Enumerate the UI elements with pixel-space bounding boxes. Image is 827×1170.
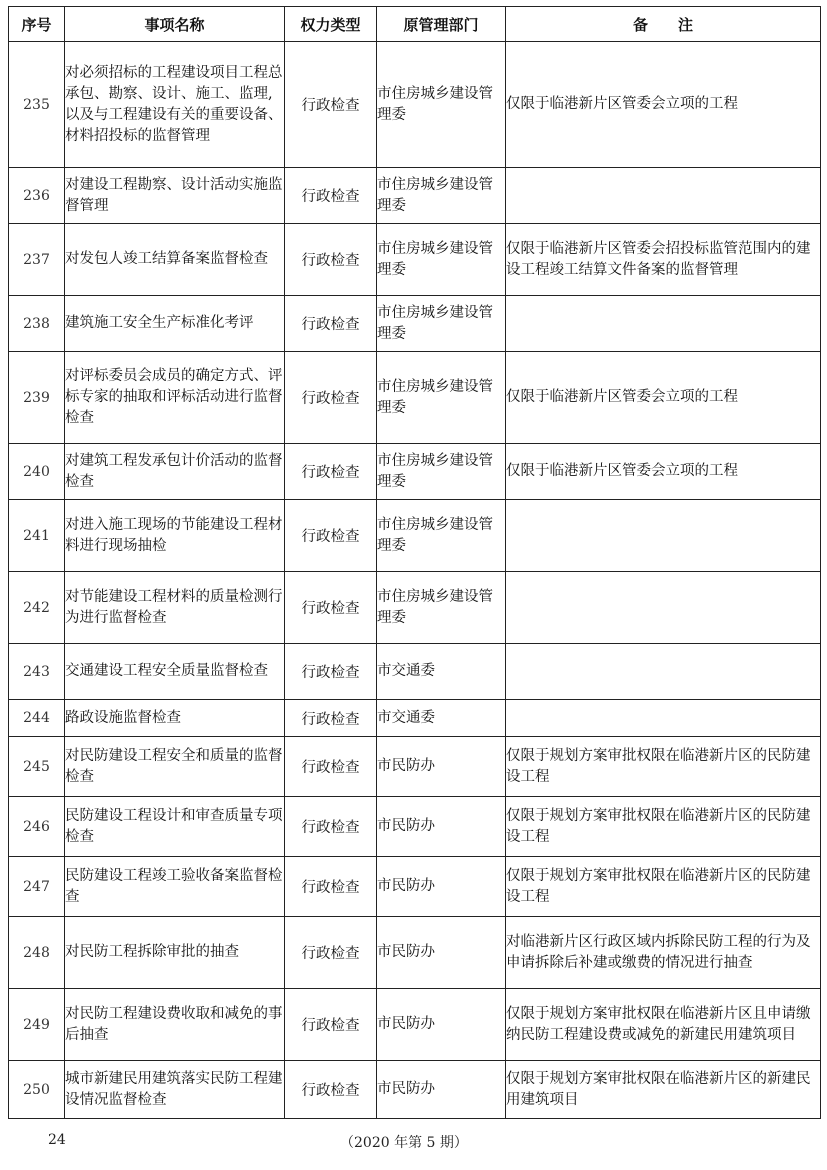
table-row (9, 444, 821, 500)
table-header-row (9, 7, 821, 42)
row-note: 仅限于规划方案审批权限在临港新片区且申请缴纳民防工程建设费或减免的新建民用建筑项目 (506, 989, 821, 1061)
row-no: 240 (9, 444, 65, 500)
row-note: 仅限于临港新片区管委会立项的工程 (506, 444, 821, 500)
row-name: 对建设工程勘察、设计活动实施监督管理 (65, 168, 285, 224)
table-row (9, 857, 821, 917)
row-dept: 市住房城乡建设管理委 (377, 224, 506, 296)
header-note: 备 注 (506, 7, 821, 42)
row-dept: 市交通委 (377, 644, 506, 700)
row-type: 行政检查 (285, 1061, 377, 1119)
row-name: 城市新建民用建筑落实民防工程建设情况监督检查 (65, 1061, 285, 1119)
table-row (9, 352, 821, 444)
row-type: 行政检查 (285, 700, 377, 737)
row-type: 行政检查 (285, 444, 377, 500)
row-dept: 市住房城乡建设管理委 (377, 444, 506, 500)
row-note (506, 572, 821, 644)
row-note (506, 700, 821, 737)
authority-table (8, 6, 821, 1119)
row-name: 对必须招标的工程建设项目工程总承包、勘察、设计、施工、监理,以及与工程建设有关的重要设备、材料招投标的监督管理 (65, 42, 285, 168)
table-row (9, 737, 821, 797)
row-type: 行政检查 (285, 572, 377, 644)
row-dept: 市交通委 (377, 700, 506, 737)
header-no: 序号 (9, 7, 65, 42)
row-dept: 市住房城乡建设管理委 (377, 352, 506, 444)
row-name: 民防建设工程竣工验收备案监督检查 (65, 857, 285, 917)
row-note: 仅限于规划方案审批权限在临港新片区的民防建设工程 (506, 797, 821, 857)
row-note: 仅限于临港新片区管委会招投标监管范围内的建设工程竣工结算文件备案的监督管理 (506, 224, 821, 296)
issue-label: （2020 年第 5 期） (340, 1135, 468, 1151)
header-dept: 原管理部门 (377, 7, 506, 42)
row-name: 对进入施工现场的节能建设工程材料进行现场抽检 (65, 500, 285, 572)
row-type: 行政检查 (285, 296, 377, 352)
row-type: 行政检查 (285, 352, 377, 444)
row-note: 仅限于规划方案审批权限在临港新片区的新建民用建筑项目 (506, 1061, 821, 1119)
row-type: 行政检查 (285, 42, 377, 168)
row-name: 民防建设工程设计和审查质量专项检查 (65, 797, 285, 857)
table-row (9, 224, 821, 296)
table-row (9, 917, 821, 989)
row-no: 243 (9, 644, 65, 700)
row-note (506, 644, 821, 700)
row-dept: 市民防办 (377, 917, 506, 989)
row-no: 244 (9, 700, 65, 737)
table-row (9, 42, 821, 168)
row-dept: 市民防办 (377, 989, 506, 1061)
row-type: 行政检查 (285, 644, 377, 700)
row-type: 行政检查 (285, 917, 377, 989)
row-name: 对评标委员会成员的确定方式、评标专家的抽取和评标活动进行监督检查 (65, 352, 285, 444)
row-no: 250 (9, 1061, 65, 1119)
row-dept: 市住房城乡建设管理委 (377, 42, 506, 168)
row-note (506, 168, 821, 224)
table-row (9, 296, 821, 352)
page-number: 24 (48, 1132, 66, 1148)
row-note: 对临港新片区行政区域内拆除民防工程的行为及申请拆除后补建或缴费的情况进行抽查 (506, 917, 821, 989)
row-note: 仅限于临港新片区管委会立项的工程 (506, 352, 821, 444)
table-row (9, 572, 821, 644)
row-dept: 市住房城乡建设管理委 (377, 168, 506, 224)
row-no: 239 (9, 352, 65, 444)
table-row (9, 989, 821, 1061)
row-no: 249 (9, 989, 65, 1061)
table-row (9, 168, 821, 224)
row-name: 交通建设工程安全质量监督检查 (65, 644, 285, 700)
row-note: 仅限于规划方案审批权限在临港新片区的民防建设工程 (506, 857, 821, 917)
row-no: 236 (9, 168, 65, 224)
row-no: 246 (9, 797, 65, 857)
row-dept: 市住房城乡建设管理委 (377, 296, 506, 352)
row-note: 仅限于规划方案审批权限在临港新片区的民防建设工程 (506, 737, 821, 797)
row-dept: 市民防办 (377, 857, 506, 917)
row-name: 对民防工程拆除审批的抽查 (65, 917, 285, 989)
header-type: 权力类型 (285, 7, 377, 42)
row-no: 245 (9, 737, 65, 797)
row-type: 行政检查 (285, 857, 377, 917)
row-name: 对建筑工程发承包计价活动的监督检查 (65, 444, 285, 500)
row-type: 行政检查 (285, 737, 377, 797)
row-type: 行政检查 (285, 500, 377, 572)
row-name: 对发包人竣工结算备案监督检查 (65, 224, 285, 296)
row-no: 238 (9, 296, 65, 352)
row-name: 对节能建设工程材料的质量检测行为进行监督检查 (65, 572, 285, 644)
row-dept: 市民防办 (377, 737, 506, 797)
table-row (9, 644, 821, 700)
row-no: 241 (9, 500, 65, 572)
header-name: 事项名称 (65, 7, 285, 42)
row-no: 247 (9, 857, 65, 917)
row-name: 对民防建设工程安全和质量的监督检查 (65, 737, 285, 797)
row-type: 行政检查 (285, 168, 377, 224)
row-no: 237 (9, 224, 65, 296)
row-note (506, 296, 821, 352)
row-dept: 市住房城乡建设管理委 (377, 500, 506, 572)
row-no: 235 (9, 42, 65, 168)
row-type: 行政检查 (285, 989, 377, 1061)
table-row (9, 500, 821, 572)
row-dept: 市民防办 (377, 797, 506, 857)
row-note (506, 500, 821, 572)
row-name: 路政设施监督检查 (65, 700, 285, 737)
row-name: 建筑施工安全生产标准化考评 (65, 296, 285, 352)
table-row (9, 700, 821, 737)
row-no: 248 (9, 917, 65, 989)
row-dept: 市民防办 (377, 1061, 506, 1119)
row-dept: 市住房城乡建设管理委 (377, 572, 506, 644)
row-type: 行政检查 (285, 224, 377, 296)
row-note: 仅限于临港新片区管委会立项的工程 (506, 42, 821, 168)
row-name: 对民防工程建设费收取和减免的事后抽查 (65, 989, 285, 1061)
row-no: 242 (9, 572, 65, 644)
table-row (9, 1061, 821, 1119)
row-type: 行政检查 (285, 797, 377, 857)
table-row (9, 797, 821, 857)
